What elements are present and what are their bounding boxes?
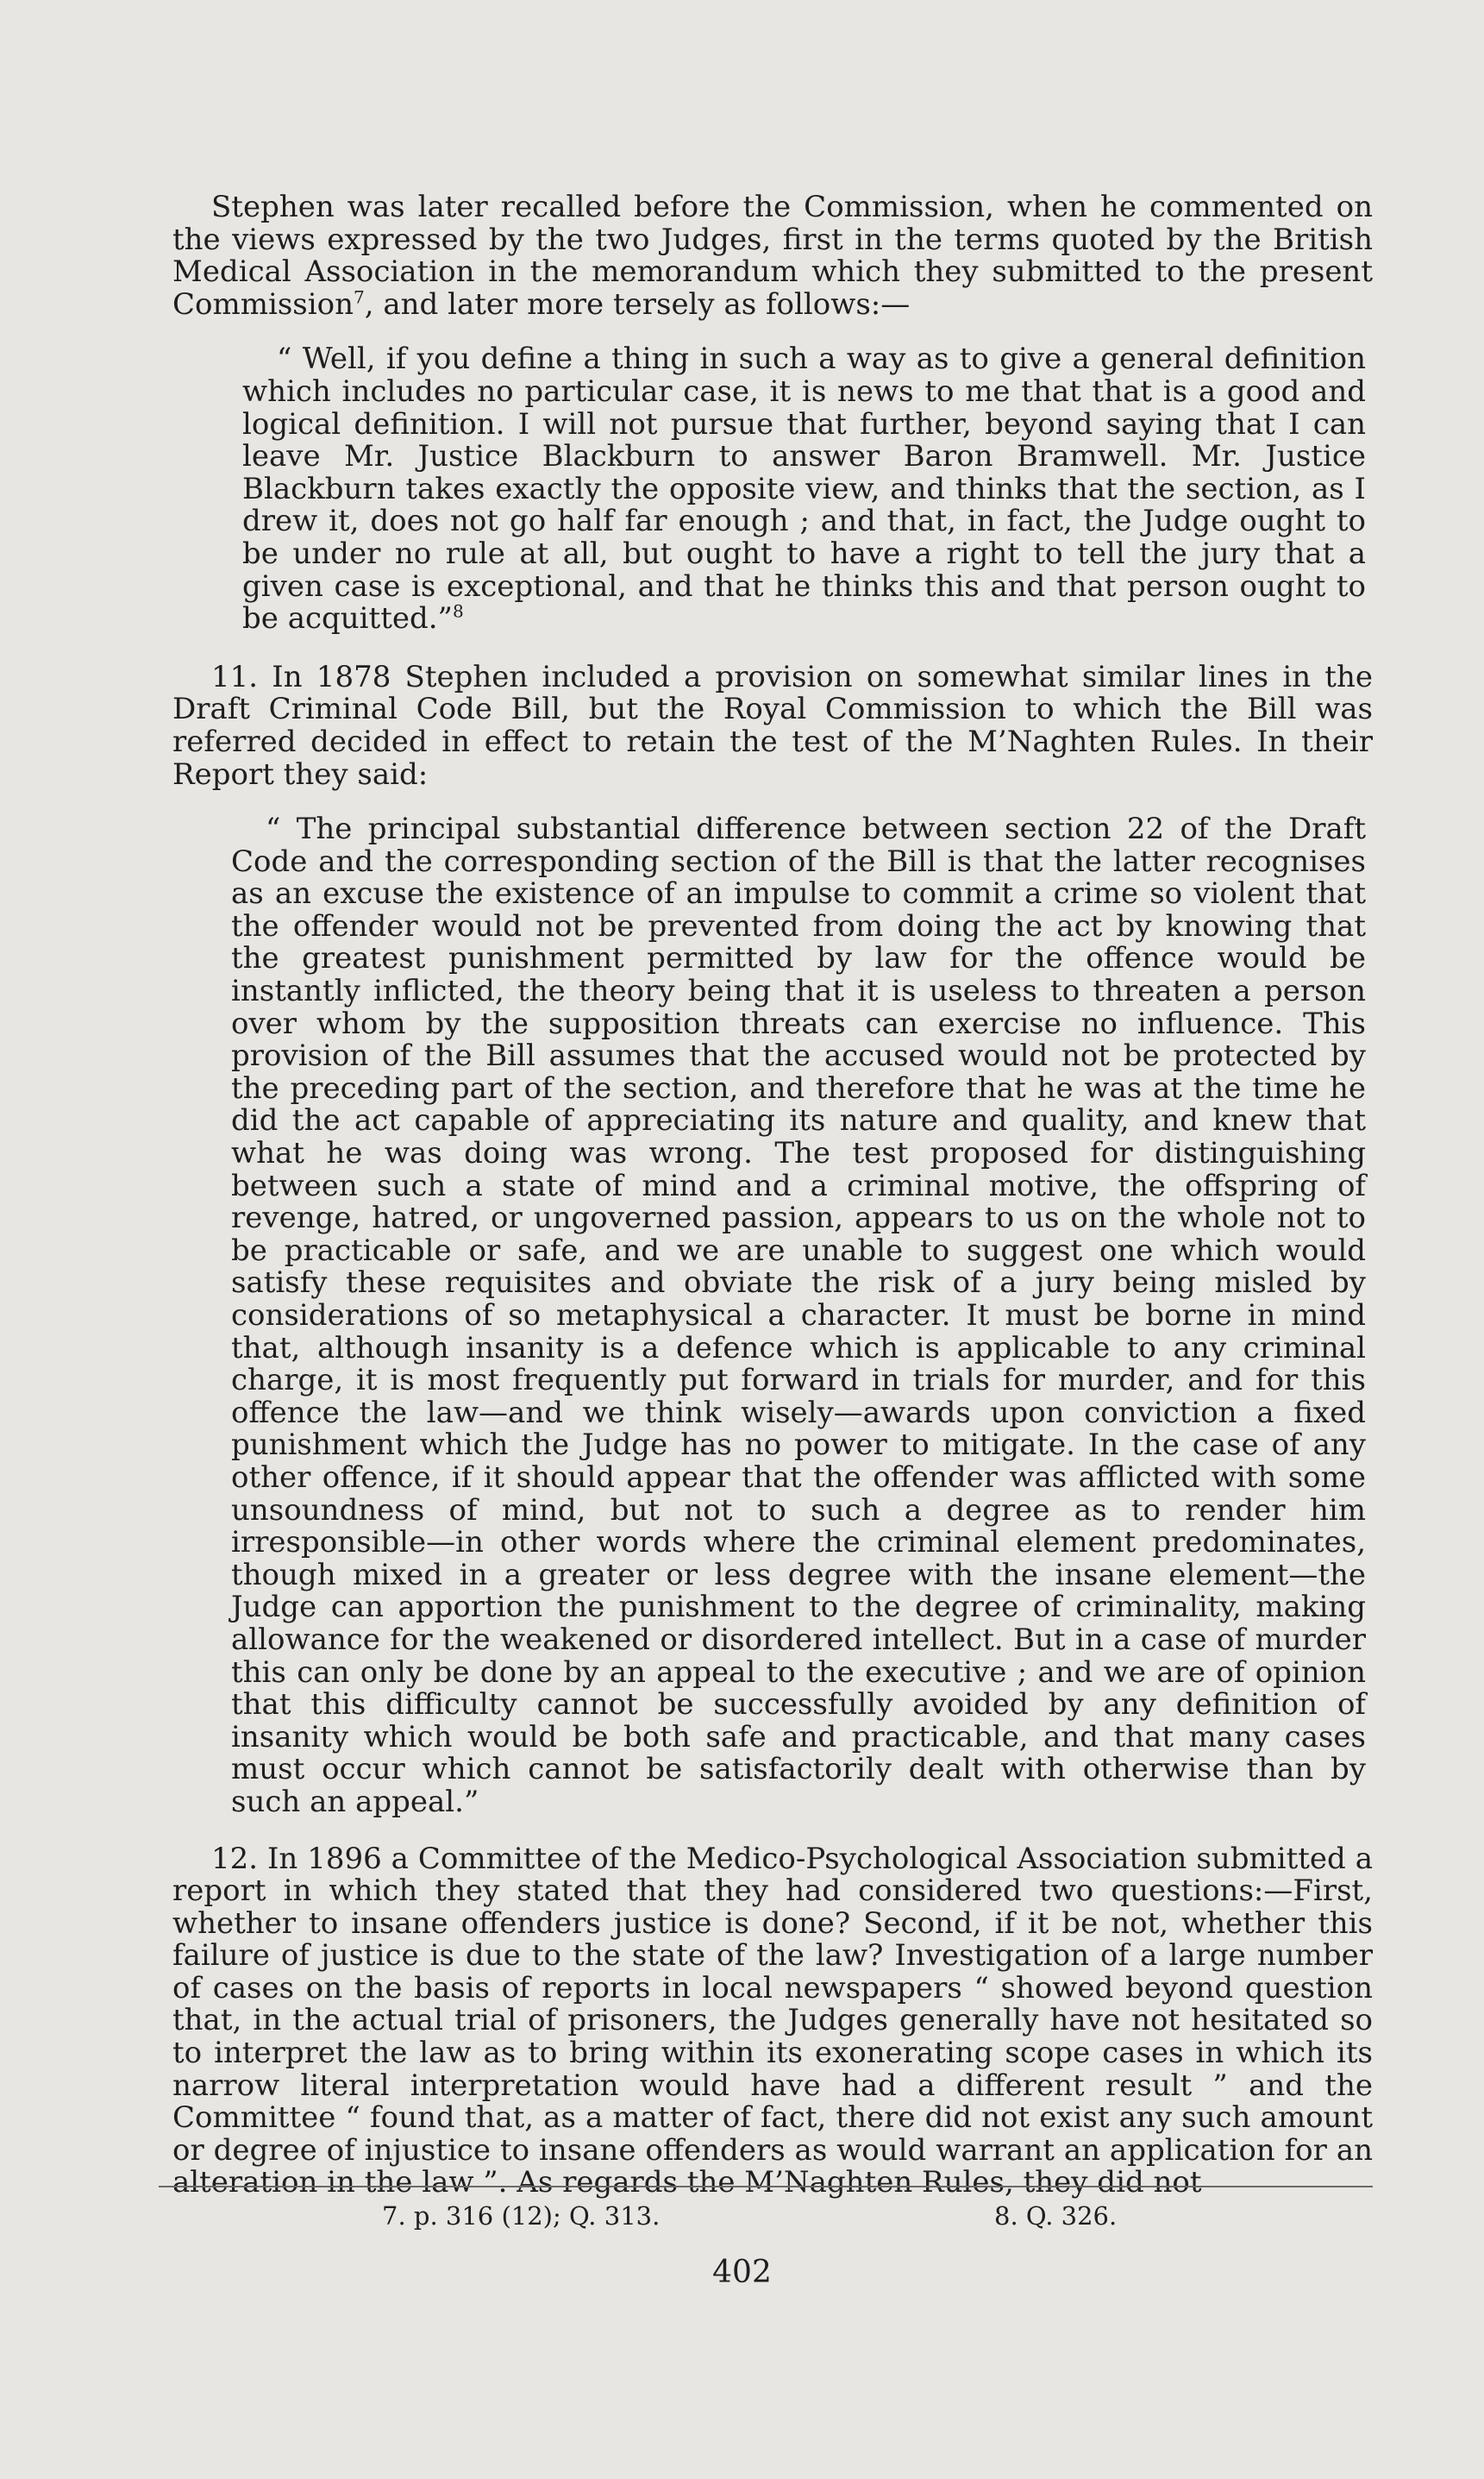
paragraph-12: 12. In 1896 a Committee of the Medico-Psychological Association submitted a report in which they stated that they had considered two questions:—First, whether to insane offenders justice is done? Second, if it be not, whether this failure of justice is due to the state of the law? Investigation of a large number of cases on the basis of reports in local newspapers “ showed beyond question that, in the actual trial of prisoners, the Judges generally have not hesitated so to interpret the law as to bring within its exonerating scope cases in which its narrow literal interpretation would have had a different result ” and the Committee “ found that, as a matter of fact, there did not exist any such amount or degree of injustice to insane offenders as would warrant an application for an alteration in the law ”. As regards the M’Naghten Rules, they did not xyxy=(172,1841,1373,2200)
footnote-8: 8. Q. 326. xyxy=(994,2201,1118,2231)
footnote-ref-8: 8 xyxy=(452,600,464,622)
paragraph-stephen-recalled: Stephen was later recalled before the Commission, when he commented on the views expressed by the two Judges, first in the terms quoted by the British Medical Association in the memorandum which they submitted to the present Commission$^7$, and later more tersely as follows:— xyxy=(172,190,1373,322)
footnote-7: 7. p. 316 (12); Q. 313. xyxy=(382,2201,661,2231)
footnote-divider xyxy=(159,2186,1373,2187)
block-quote-stephen: “ Well, if you define a thing in such a way as to give a general definition which includes no particular case, it is news to me that that is a good and logical definition. I will not pursue that further, beyond saying that I can leave Mr. Justice Blackburn to answer Baron Bramwell. Mr. Justice Blackburn takes exactly the opposite view, and thinks that the section, as I drew it, does not go half far enough ; and that, in fact, the Judge ought to be under no rule at all, but ought to have a right to tell the jury that a given case is exceptional, and that he thinks this and that person ought to be acquitted.”$^8$ xyxy=(242,342,1366,637)
footnote-ref-7: 7 xyxy=(353,286,365,308)
block-quote-royal-commission: “ The principal substantial difference between section 22 of the Draft Code and the corresponding section of the Bill is that the latter recognises as an excuse the existence of an impulse to commit a crime so violent that the offender would not be prevented from doing the act by knowing that the greatest punishment permitted by law for the offence would be instantly inflicted, the theory being that it is useless to threaten a person over whom by the supposition threats can exercise no influence. This provision of the Bill assumes that the accused would not be protected by the preceding part of the section, and therefore that he was at the time he did the act capable of appreciating its nature and quality, and knew that what he was doing was wrong. The test proposed for distinguishing between such a state of mind and a criminal motive, the offspring of revenge, hatred, or ungoverned passion, appears to us on the whole not to be practicable or safe, and we are unable to suggest one which would satisfy these requisites and obviate the risk of a jury being misled by considerations of so metaphysical a character. It must be borne in mind that, although insanity is a defence which is applicable to any criminal charge, it is most frequently put forward in trials for murder, and for this offence the law—and we think wisely—awards upon conviction a fixed punishment which the Judge has no power to mitigate. In the case of any other offence, if it should appear that the offender was afflicted with some unsoundness of mind, but not to such a degree as to render him irresponsible—in other words where the criminal element predominates, though mixed in a greater or less degree with the insane element—the Judge can apportion the punishment to the degree of criminality, making allowance for the weakened or disordered intellect. But in a case of murder this can only be done by an appeal to the executive ; and we are of opinion that this difficulty cannot be successfully avoided by any definition of insanity which would be both safe and practicable, and that many cases must occur which cannot be satisfactorily dealt with otherwise than by such an appeal.” xyxy=(231,812,1366,1819)
body-text xyxy=(172,191,1373,2200)
page-number: 402 xyxy=(712,2255,772,2290)
paragraph-11: 11. In 1878 Stephen included a provision on somewhat similar lines in the Draft Criminal Code Bill, but the Royal Commission to which the Bill was referred decided in effect to retain the test of the M’Naghten Rules. In their Report they said: xyxy=(172,659,1373,792)
